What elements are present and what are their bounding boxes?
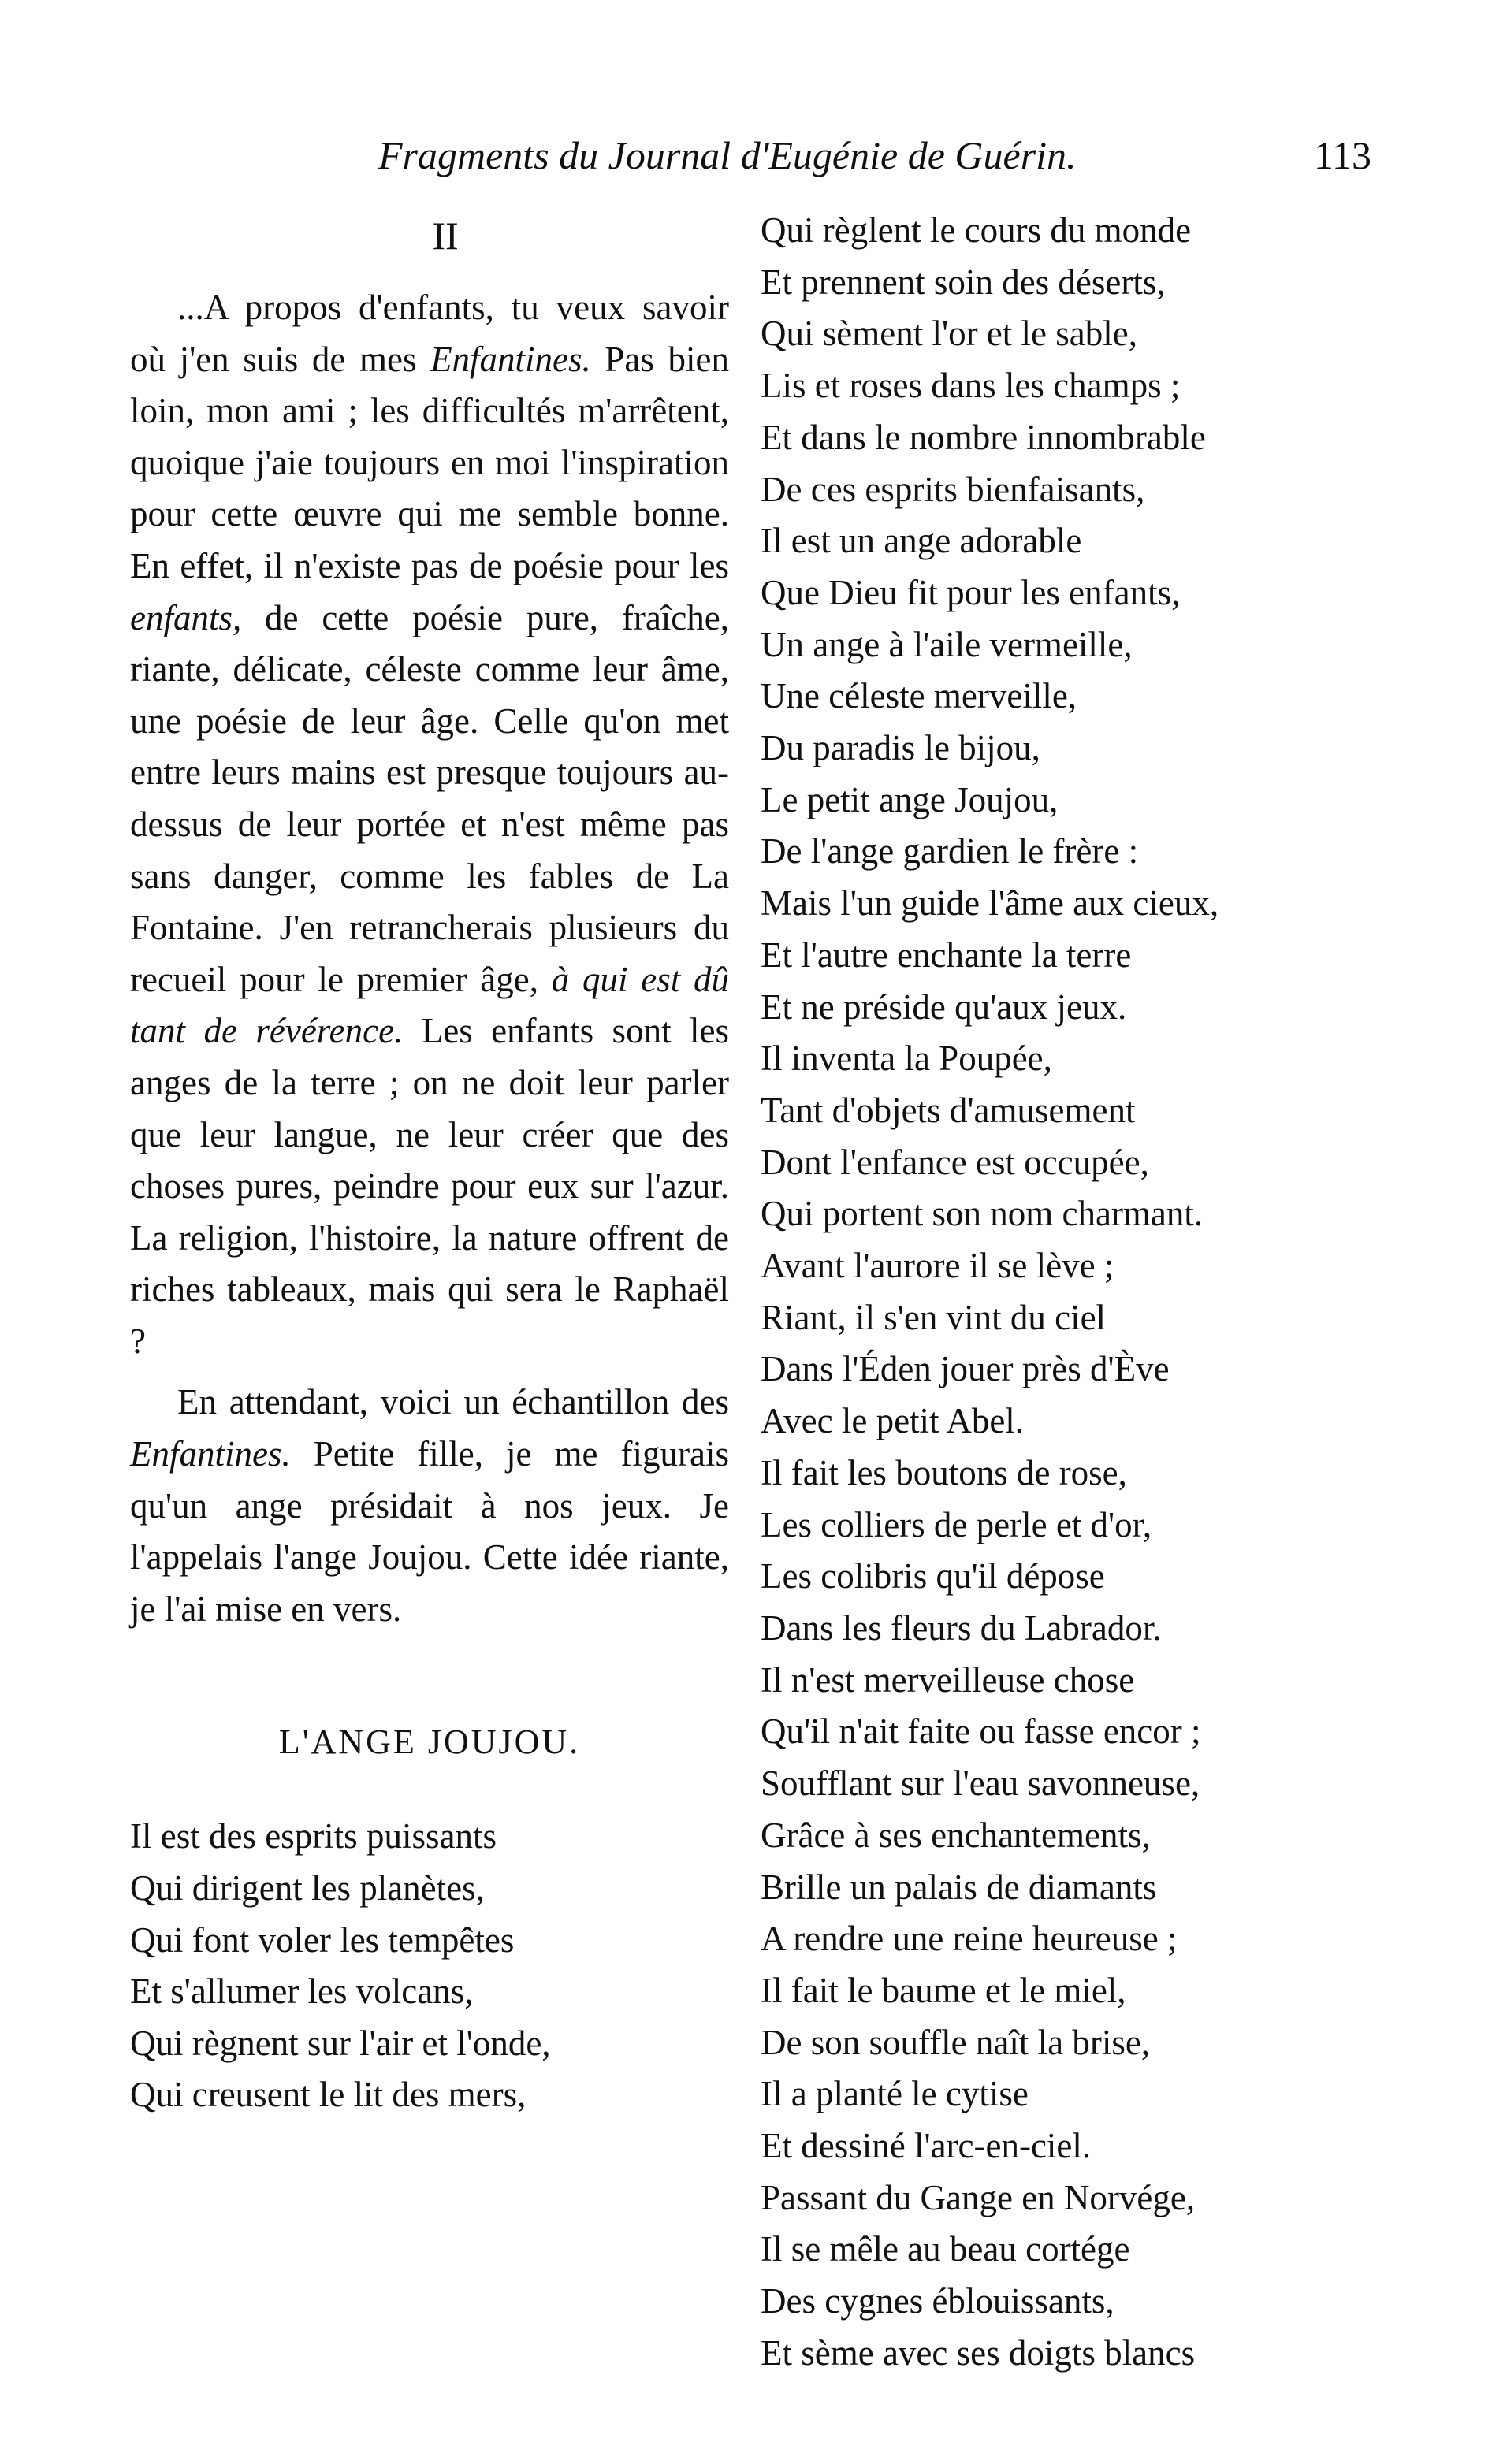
verse-line: Qui dirigent les planètes, [130, 1868, 485, 1908]
verse-line: Tant d'objets d'amusement [761, 1090, 1136, 1130]
verse-line: Brille un palais de diamants [761, 1867, 1157, 1907]
verse-line: Les colliers de perle et d'or, [761, 1504, 1152, 1544]
verse-line: De ces esprits bienfaisants, [761, 469, 1145, 509]
verse-line: Un ange à l'aile vermeille, [761, 624, 1133, 664]
paragraph-1-text-1: ...A propos d'enfants, tu veux savoir où j'en suis de mes [130, 288, 729, 379]
poem-title: L'ANGE JOUJOU. [278, 1723, 581, 1762]
verse-line: Et ne préside qu'aux jeux. [761, 987, 1127, 1027]
verse-line: Et sème avec ses doigts blancs [761, 2332, 1196, 2373]
verse-line: Dont l'enfance est occupée, [761, 1142, 1149, 1182]
poem-left-stanza [130, 1811, 729, 2121]
verse-line: Dans l'Éden jouer près d'Ève [761, 1349, 1170, 1389]
verse-line: Le petit ange Joujou, [761, 779, 1059, 819]
verse-line: Passant du Gange en Norvége, [761, 2177, 1196, 2217]
verse-line: Et prennent soin des déserts, [761, 262, 1166, 302]
paragraph-1-text-3: de cette poésie pure, fraîche, riante, délicate, céleste comme leur âme, une poésie de leur âge. Celle qu'on met entre leurs mains est presque toujours au-dessus de leur portée et n'est même pas sans danger, comme les fables de La Fontaine. J'en retrancherais plusieurs du recueil pour le premier âge, [130, 597, 729, 999]
paragraph-1-italic-3: à qui est dû tant de révérence. [130, 959, 729, 1051]
verse-line: Dans les fleurs du Labrador. [761, 1607, 1162, 1648]
paragraph-1 [130, 282, 729, 1367]
verse-line: Il se mêle au beau cortége [761, 2229, 1130, 2269]
verse-line: Qui sèment l'or et le sable, [761, 314, 1137, 354]
verse-line: Qu'il n'ait faite ou fasse encor ; [761, 1711, 1201, 1752]
verse-line: Mais l'un guide l'âme aux cieux, [761, 883, 1219, 924]
verse-line: Une céleste merveille, [761, 676, 1077, 716]
running-header [378, 132, 1371, 188]
right-column [761, 205, 1367, 2380]
verse-line: Avant l'aurore il se lève ; [761, 1246, 1114, 1286]
verse-line: Qui font voler les tempêtes [130, 1920, 515, 1960]
paragraph-1-text-2: Pas bien loin, mon ami ; les difficultés m'arrêtent, quoique j'aie toujours en moi l'inspiration pour cette œuvre qui me semble bonne. En effet, il n'existe pas de poésie pour les [130, 339, 729, 585]
verse-line: Grâce à ses enchantements, [761, 1815, 1151, 1855]
verse-line: Il n'est merveilleuse chose [761, 1659, 1135, 1700]
paragraph-2 [130, 1377, 729, 1635]
verse-line: Et dessiné l'arc-en-ciel. [761, 2126, 1092, 2166]
verse-line: Qui creusent le lit des mers, [130, 2075, 526, 2115]
verse-line: De l'ange gardien le frère : [761, 831, 1139, 872]
verse-line: Des cygnes éblouissants, [761, 2281, 1114, 2321]
verse-line: Il est des esprits puissants [130, 1816, 497, 1856]
verse-line: Avec le petit Abel. [761, 1401, 1025, 1441]
verse-line: Qui portent son nom charmant. [761, 1194, 1204, 1234]
verse-line: Riant, il s'en vint du ciel [761, 1297, 1107, 1337]
verse-line: Il est un ange adorable [761, 521, 1082, 561]
paragraph-2-text-1: En attendant, voici un échantillon des [177, 1382, 729, 1422]
verse-line: Il inventa la Poupée, [761, 1039, 1052, 1079]
paragraph-1-italic-2: enfants, [130, 597, 242, 637]
paragraph-1-italic-1: Enfantines. [430, 339, 591, 379]
page-number: 113 [1313, 133, 1371, 177]
paragraph-2-italic-1: Enfantines. [130, 1434, 291, 1474]
verse-line: Et dans le nombre innombrable [761, 417, 1206, 457]
verse-line: Il fait les boutons de rose, [761, 1452, 1127, 1492]
poem-right-stanza [761, 205, 1367, 2380]
verse-line: Il fait le baume et le miel, [761, 1970, 1126, 2010]
section-number: II [432, 214, 459, 258]
verse-line: Et s'allumer les volcans, [130, 1972, 474, 2012]
paragraph-2-text-2: Petite fille, je me figurais qu'un ange présidait à nos jeux. Je l'appelais l'ange Joujou. Cette idée riante, je l'ai mise en vers. [130, 1434, 729, 1629]
paragraph-1-text-4: Les enfants sont les anges de la terre ; on ne doit leur parler que leur langue, ne leur créer que des choses pures, peindre pour eux sur l'azur. La religion, l'histoire, la nature offrent de riches tableaux, mais qui sera le Raphaël ? [130, 1011, 730, 1361]
verse-line: Il a planté le cytise [761, 2074, 1029, 2114]
verse-line: Que Dieu fit pour les enfants, [761, 572, 1181, 612]
left-column [130, 205, 729, 2121]
running-title: Fragments du Journal d'Eugénie de Guérin. [378, 133, 1077, 177]
verse-line: Les colibris qu'il dépose [761, 1556, 1105, 1596]
verse-line: Et l'autre enchante la terre [761, 935, 1132, 975]
verse-line: Lis et roses dans les champs ; [761, 366, 1181, 406]
verse-line: De son souffle naît la brise, [761, 2022, 1151, 2062]
verse-line: A rendre une reine heureuse ; [761, 1919, 1178, 1959]
verse-line: Qui règlent le cours du monde [761, 210, 1192, 250]
verse-line: Soufflant sur l'eau savonneuse, [761, 1763, 1200, 1804]
verse-line: Du paradis le bijou, [761, 728, 1040, 768]
verse-line: Qui règnent sur l'air et l'onde, [130, 2023, 551, 2063]
